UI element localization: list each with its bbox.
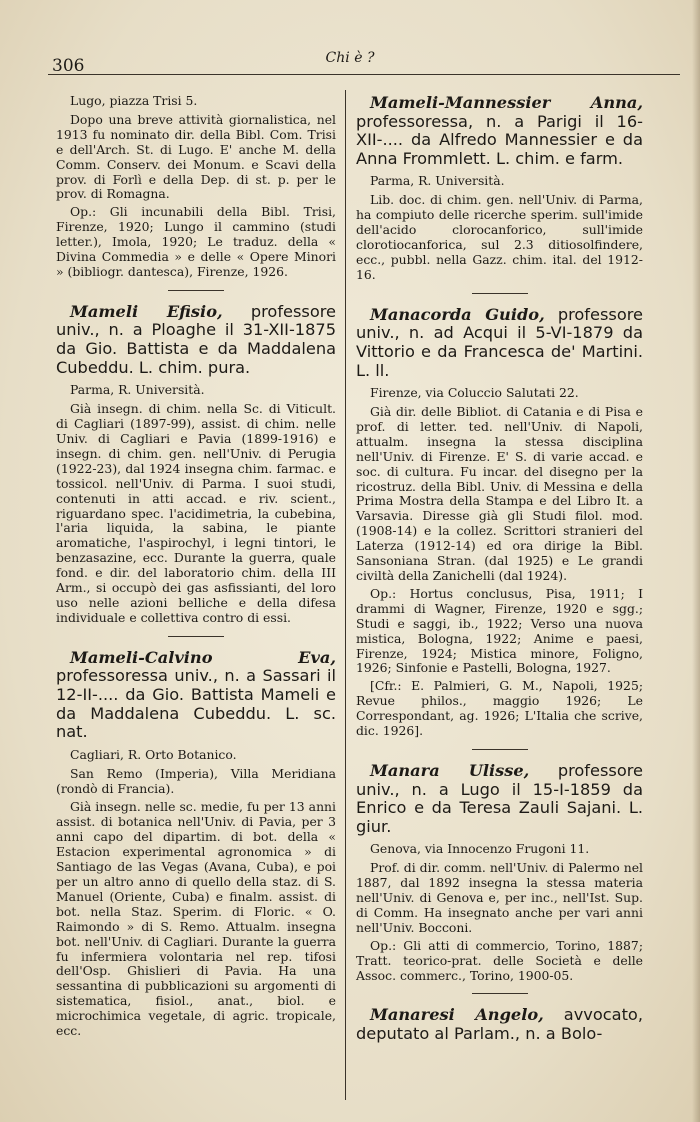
entry-bio: Lib. doc. di chim. gen. nell'Univ. di Parma, ha compiuto delle ricerche sperim. sull'imide dell'acido clorocanforico, sull'imide clorotiocanforica, sul 2.3 ditiosolfindere, ecc., pubbl. nella Gazz. chim. ital. del 1912-16.: [356, 192, 643, 282]
page-edge-shadow: [692, 0, 700, 1122]
entry-separator: [472, 293, 528, 294]
page-header: [0, 46, 700, 76]
biography-entry: [356, 94, 643, 283]
entry-address: Cagliari, R. Orto Botanico.: [70, 746, 237, 762]
entry-heading: [356, 306, 643, 380]
entry-heading: [356, 1006, 643, 1043]
entry-heading-text: professore univ., n. a Lugo il 15-I-1859 da Enrico e da Teresa Zauli Sajani. L. giur.: [356, 760, 643, 836]
entry-heading: [56, 303, 336, 377]
entry-bio: Già insegn. nelle sc. medie, fu per 13 anni assist. di botanica nell'Univ. di Pavia, per 3 anni capo del dipartim. di bot. della « Estacion experimental agronomica » di Santiago de las Vegas (Avana, Cuba), e poi per un altro anno di quello della staz. di S. Manuel (Oriente, Cuba) e finalm. assist. di bot. nella Staz. Sperim. di Floric. « O. Raimondo » di S. Remo. Attualm. insegna bot. nell'Univ. di Cagliari. Durante la guerra fu infermiera volontaria nel rep. tifosi dell'Osp. Ghislieri di Pavia. Ha una sessantina di pubblicazioni su argomenti di sistematica, fisiol., anat., biol. e microchimica vegetale, di agric. tropicale, ecc.: [56, 799, 336, 1039]
entry-name: Manaresi Angelo,: [370, 1005, 544, 1025]
entry-heading: [56, 649, 336, 742]
entry-works: Op.: Gli atti di commercio, Torino, 1887; Tratt. teorico-prat. delle Società e delle Assoc. commerc., Torino, 1900-05.: [356, 937, 643, 983]
biography-entry: [356, 306, 643, 739]
entry-heading-text: professore univ., n. a Ploaghe il 31-XII-1875 da Gio. Battista e da Maddalena Cubeddu. L. chim. pura.: [56, 301, 337, 377]
entry-name: Mameli Efisio,: [70, 301, 223, 321]
biography-entry: [56, 649, 336, 1039]
entry-works: Op.: Hortus conclusus, Pisa, 1911; I drammi di Wagner, Firenze, 1920 e sgg.; Studi e saggi, ib., 1922; Verso una nuova mistica, Bologna, 1922; Anime e paesi, Firenze, 1924; Mistica minore, Foligno, 1926; Sinfonie e Pastelli, Bologna, 1927.: [356, 585, 643, 676]
biography-entry: [356, 762, 643, 984]
biography-entry: [356, 1006, 643, 1043]
entry-bio: Già dir. delle Bibliot. di Catania e di Pisa e prof. di letter. ted. nell'Univ. di Napoli, attualm. insegna la stessa disciplina nell'Univ. di Firenze. E' S. di varie accad. e soc. di cultura. Fu incar. del disegno per la ricostruz. della Bibl. Univ. di Messina e della Prima Mostra della Stampa e del Libro It. a Varsavia. Diresse già gli Studi filol. mod. (1908-14) e la collez. Scrittori stranieri del Laterza (1912-14) ed ora dirige la Bibl. Sansoniana Stran. (dal 1925) e Le grandi civiltà della Zanichelli (dal 1924).: [356, 404, 643, 583]
entry-heading-text: avvocato, deputato al Parlam., n. a Bolo-: [356, 1005, 643, 1044]
entry-name: Manacorda Guido,: [370, 304, 545, 324]
entry-works: Op.: Gli incunabili della Bibl. Trisi, Firenze, 1920; Lungo il cammino (studi letter.), Imola, 1920; Le traduz. della « Divina Commedia » e delle « Opere Minori » (bibliogr. dantesca), Firenze, 1926.: [56, 204, 336, 279]
entry-name: Mameli-Mannessier Anna,: [370, 93, 643, 112]
entry-separator: [472, 749, 528, 750]
entry-heading-text: professore univ., n. ad Acqui il 5-VI-1879 da Vittorio e da Francesca de' Martini. L. ll.: [356, 304, 643, 380]
entry-address: Firenze, via Coluccio Salutati 22.: [370, 385, 579, 401]
entry-address-secondary: San Remo (Imperia), Villa Meridiana (rondò di Francia).: [56, 765, 336, 796]
left-column: [56, 94, 336, 1049]
entry-name: Mameli-Calvino Eva,: [70, 647, 336, 667]
entry-separator: [168, 636, 224, 637]
continued-entry: [56, 94, 336, 280]
column-divider: [345, 90, 346, 1100]
entry-address: Genova, via Innocenzo Frugoni 11.: [370, 841, 590, 857]
entry-separator: [168, 290, 224, 291]
entry-address: Parma, R. Università.: [370, 173, 505, 189]
entry-bio: Prof. di dir. comm. nell'Univ. di Palermo nel 1887, dal 1892 insegna la stessa materia nell'Univ. di Genova e, per inc., nell'Ist. Sup. di Comm. Ha insegnato anche per vari anni nell'Univ. Bocconi.: [356, 860, 643, 935]
entry-heading: [356, 762, 643, 836]
entry-heading-text: professoressa, n. a Parigi il 16-XII-.... da Alfredo Mannessier e da Anna Frommlett. L. chim. e farm.: [356, 111, 643, 168]
entry-address: Parma, R. Università.: [70, 382, 205, 398]
entry-separator: [472, 993, 528, 994]
entry-name: Manara Ulisse,: [370, 760, 530, 780]
biography-entry: [56, 303, 336, 626]
entry-heading: [356, 94, 643, 168]
entry-bio: Dopo una breve attività giornalistica, nel 1913 fu nominato dir. della Bibl. Com. Trisi e dell'Arch. St. di Lugo. E' anche M. della Comm. Conserv. dei Monum. e Scavi della prov. di Forlì e della Dep. di st. p. per le prov. di Romagna.: [56, 111, 336, 202]
entry-address: Lugo, piazza Trisi 5.: [70, 93, 198, 108]
header-rule: [48, 74, 680, 75]
entry-bio: Già insegn. di chim. nella Sc. di Viticult. di Cagliari (1897-99), assist. di chim. nelle Univ. di Cagliari e Pavia (1899-1916) e insegn. di chim. gen. nell'Univ. di Perugia (1922-23), dal 1924 insegna chim. farmac. e tossicol. nell'Univ. di Parma. I suoi studi, contenuti in atti accad. e riv. scient., riguardano spec. l'acidimetria, la cubebina, l'aria liquida, la sabina, le piante aromatiche, l'aspirochyl, i legni tintori, le benzasazine, ecc. Durante la guerra, quale fond. e dir. del laboratorio chim. della III Arm., si occupò dei gas asfissianti, del loro uso nelle azioni belliche e della difesa individuale e collettiva contro di essi.: [56, 401, 336, 625]
entry-heading-text: professoressa univ., n. a Sassari il 12-II-.... da Gio. Battista Mameli e da Maddalena Cubeddu. L. sc. nat.: [56, 666, 336, 742]
page-number: 306: [52, 56, 85, 76]
right-column: [356, 94, 643, 1054]
running-title: Chi è ?: [325, 50, 375, 66]
entry-references: [Cfr.: E. Palmieri, G. M., Napoli, 1925; Revue philos., maggio 1926; Le Correspondant, ag. 1926; L'Italia che scrive, dic. 1926].: [356, 678, 643, 739]
